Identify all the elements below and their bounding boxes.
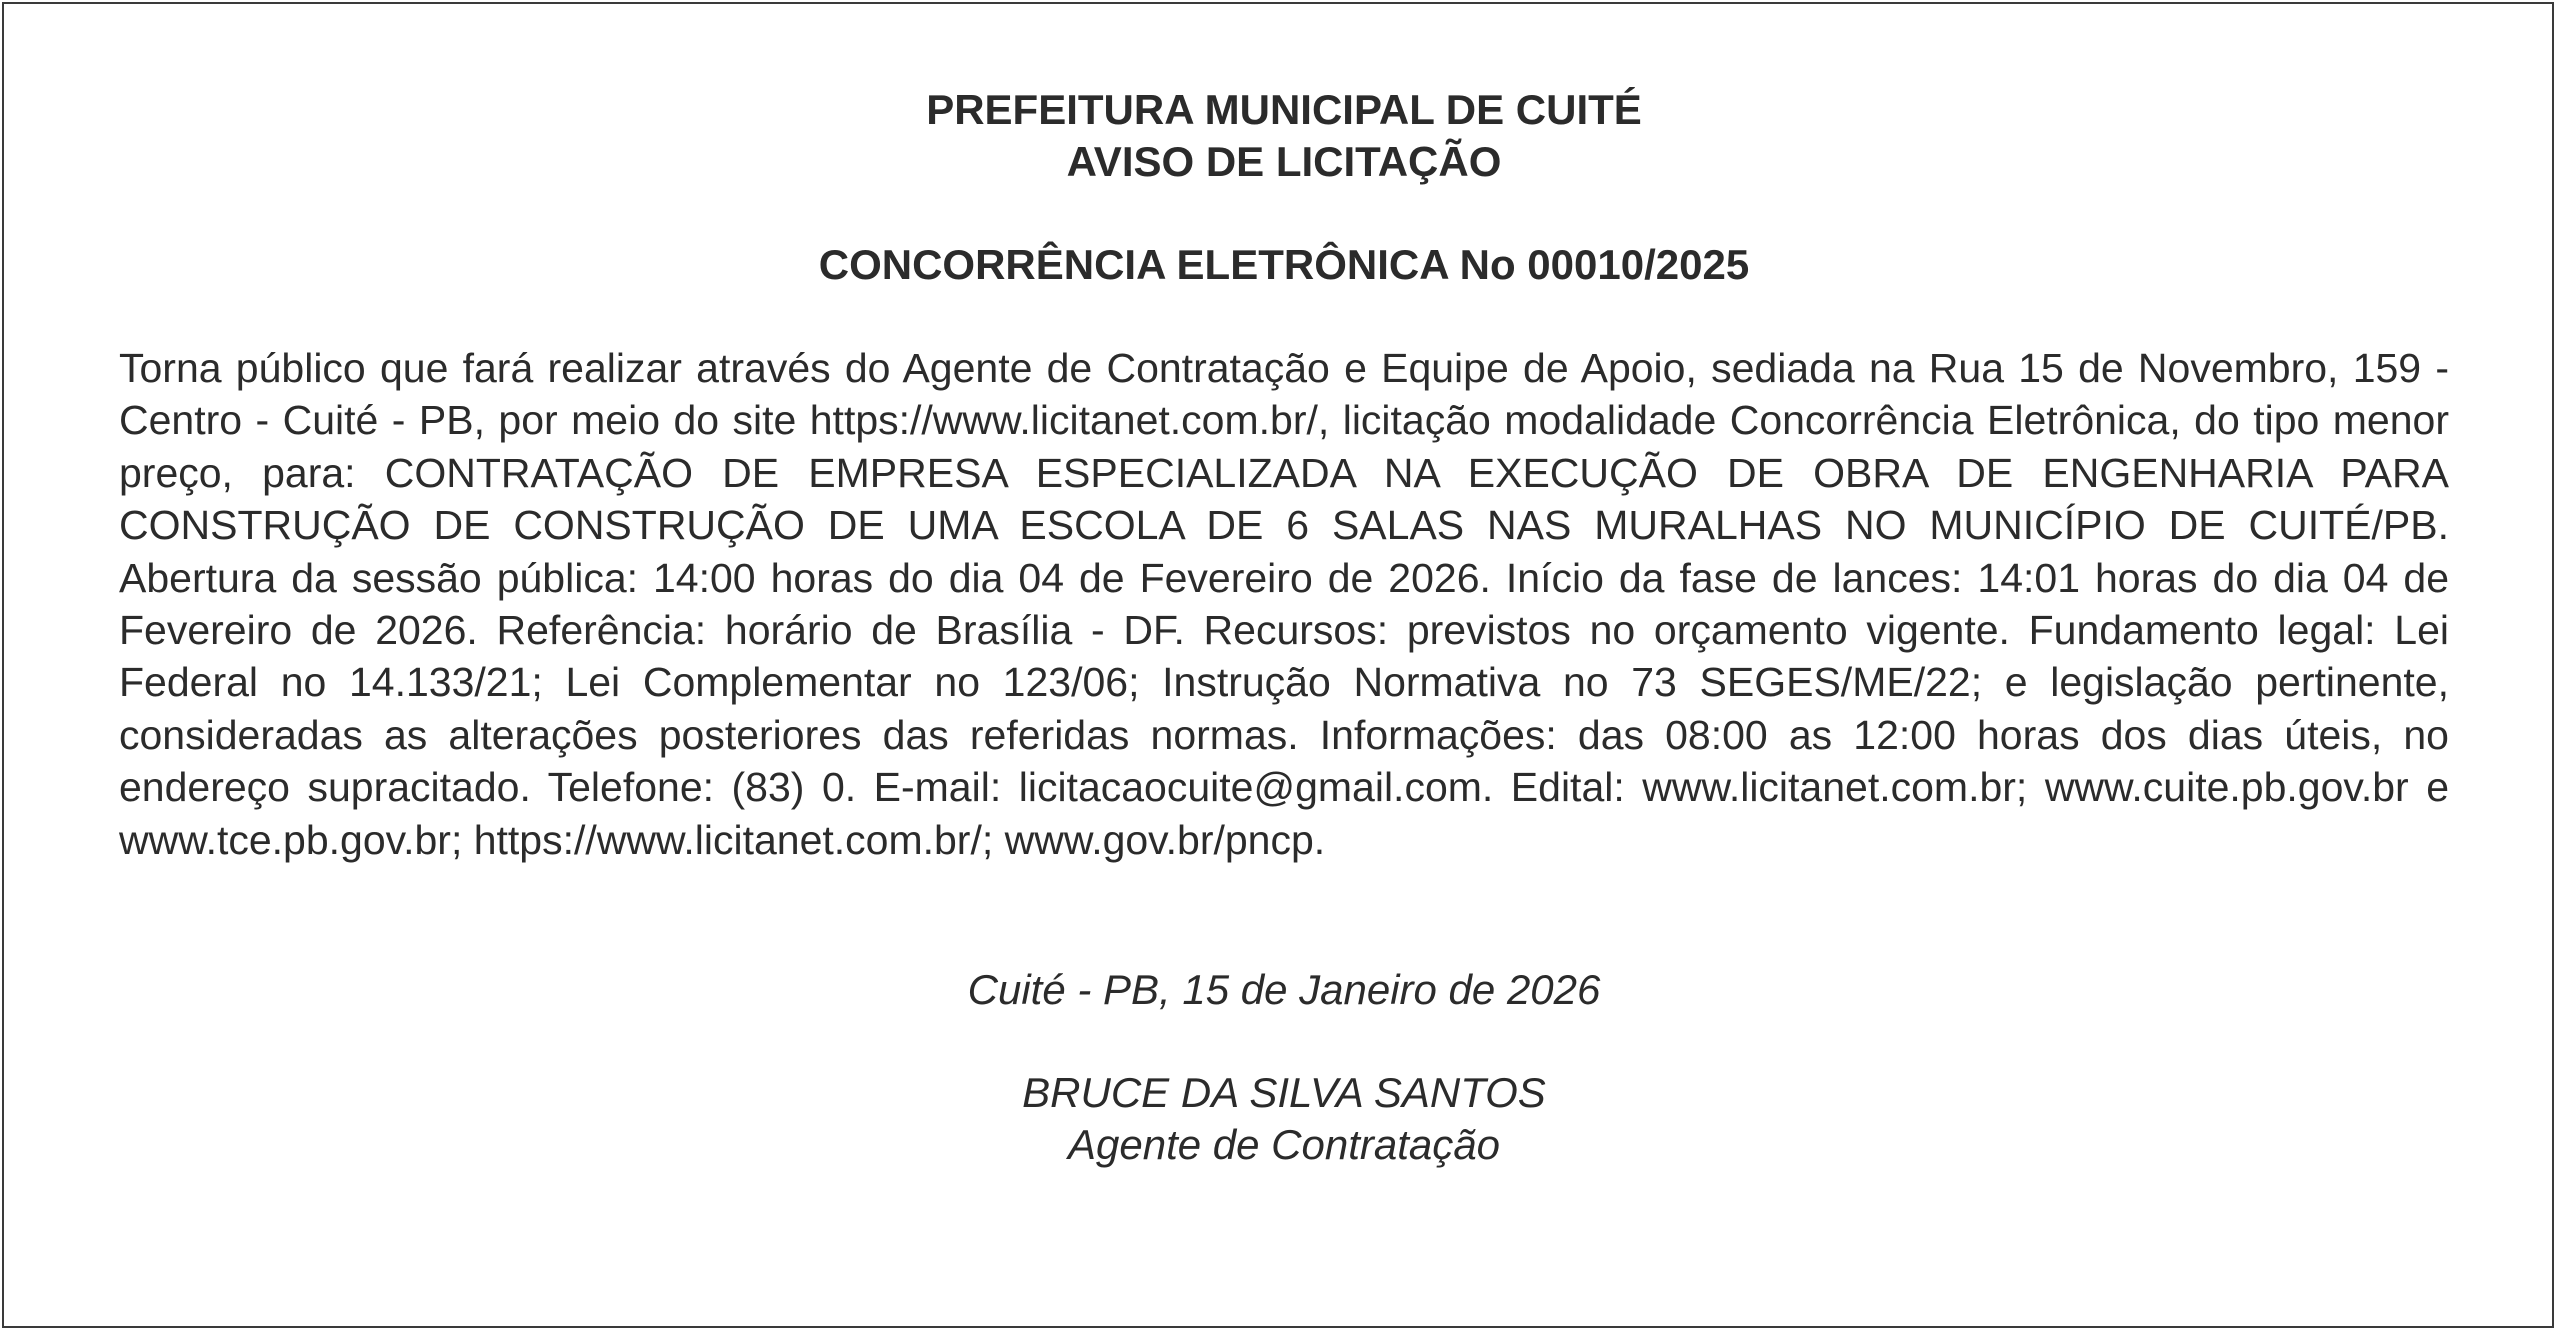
signer-role: Agente de Contratação (1068, 1121, 1500, 1169)
signer-name: BRUCE DA SILVA SANTOS (1022, 1069, 1546, 1117)
place-and-date: Cuité - PB, 15 de Janeiro de 2026 (967, 966, 1601, 1014)
notice-type-title: AVISO DE LICITAÇÃO (1066, 138, 1502, 185)
signature-block (119, 1067, 2449, 1171)
notice-content (119, 84, 2449, 1171)
heading-spacer (119, 188, 2449, 239)
notice-body: Torna público que fará realizar através do Agente de Contratação e Equipe de Apoio, sediada na Rua 15 de Novembro, 159 - Centro - Cuité - PB, por meio do site https://www.licitanet.com.br/, licitação modalidade Concorrência Eletrônica, do tipo menor preço, para: CONTRATAÇÃO DE EMPRESA ESPECIALIZADA NA EXECUÇÃO DE OBRA DE ENGENHARIA PARA CONSTRUÇÃO DE CONSTRUÇÃO DE UMA ESCOLA DE 6 SALAS NAS MURALHAS NO MUNICÍPIO DE CUITÉ/PB. Abertura da sessão pública: 14:00 horas do dia 04 de Fevereiro de 2026. Início da fase de lances: 14:01 horas do dia 04 de Fevereiro de 2026. Referência: horário de Brasília - DF. Recursos: previstos no orçamento vigente. Fundamento legal: Lei Federal no 14.133/21; Lei Complementar no 123/06; Instrução Normativa no 73 SEGES/ME/22; e legislação pertinente, consideradas as alterações posteriores das referidas normas. Informações: das 08:00 as 12:00 horas dos dias úteis, no endereço supracitado. Telefone: (83) 0. E-mail: licitacaocuite@gmail.com. Edital: www.licitanet.com.br; www.cuite.pb.gov.br e www.tce.pb.gov.br; https://www.licitanet.com.br/; www.gov.br/pncp. (119, 345, 2449, 863)
municipality-title: PREFEITURA MUNICIPAL DE CUITÉ (926, 86, 1642, 133)
notice-frame (2, 2, 2554, 1328)
process-number-title: CONCORRÊNCIA ELETRÔNICA No 00010/2025 (818, 241, 1750, 288)
